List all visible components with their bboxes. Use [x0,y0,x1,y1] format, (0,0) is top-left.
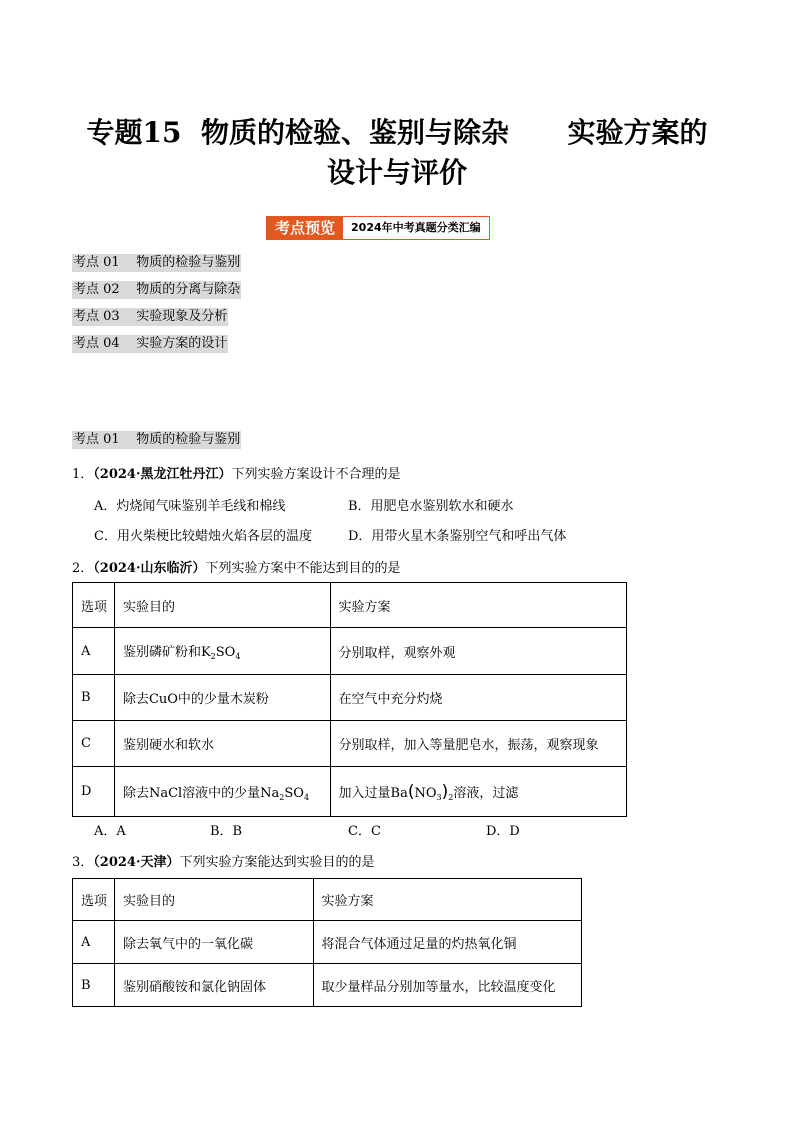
table-header-row [73,583,627,628]
header-option: 选项 [73,879,115,921]
cell-option: A [73,628,115,675]
toc-list [72,254,241,362]
header-goal: 实验目的 [114,583,330,628]
section-heading-01: 考点 01 物质的检验与鉴别 [73,432,241,447]
question-3 [72,854,375,872]
toc-item-03[interactable]: 考点 03 实验现象及分析 [73,309,228,324]
question-1 [72,466,401,484]
table-row [73,767,627,817]
table-row [73,675,627,721]
question-source: （2024·天津） [93,855,180,870]
q2-option-d[interactable]: D．D [486,824,520,839]
question-source: （2024·山东临沂） [93,561,206,576]
question-number: 2． [72,561,94,576]
cell-goal: 鉴别硝酸铵和氯化钠固体 [114,964,313,1007]
question-2 [72,560,401,578]
cell-goal: 鉴别硬水和软水 [114,721,330,767]
cell-option: B [73,675,115,721]
header-option: 选项 [73,583,115,628]
question-text: 下列实验方案中不能达到目的的是 [205,561,401,576]
question-number: 1． [72,467,94,482]
table-row [73,964,582,1007]
cell-goal: 除去NaCl溶液中的少量$Na_2SO_4$ [114,767,330,817]
q3-table [72,878,582,1007]
q2-option-b[interactable]: B．B [210,824,243,839]
header-plan: 实验方案 [313,879,581,921]
page-title [72,113,722,193]
toc-item-01[interactable]: 考点 01 物质的检验与鉴别 [73,255,241,270]
cell-plan: 取少量样品分别加等量水，比较温度变化 [313,964,581,1007]
cell-goal: 鉴别磷矿粉和$K_2SO_4$ [114,628,330,675]
header-goal: 实验目的 [114,879,313,921]
cell-plan: 在空气中充分灼烧 [330,675,626,721]
q1-option-a[interactable]: A．灼烧闻气味鉴别羊毛线和棉线 [94,499,286,514]
q1-option-b[interactable]: B．用肥皂水鉴别软水和硬水 [348,499,514,514]
q1-option-d[interactable]: D．用带火星木条鉴别空气和呼出气体 [348,529,567,544]
cell-option: B [73,964,115,1007]
title-line-2: 设计与评价 [326,156,467,189]
toc-item-04[interactable]: 考点 04 实验方案的设计 [73,336,228,351]
cell-plan: 分别取样，观察外观 [330,628,626,675]
toc-item-02[interactable]: 考点 02 物质的分离与除杂 [73,282,241,297]
table-row [73,721,627,767]
question-number: 3． [72,855,94,870]
q2-table [72,582,627,817]
cell-goal: 除去氧气中的一氧化碳 [114,921,313,964]
preview-badge [266,216,490,240]
title-line-1: 专题15 物质的检验、鉴别与除杂 实验方案的 [86,116,708,149]
header-plan: 实验方案 [330,583,626,628]
table-row [73,921,582,964]
q2-option-c[interactable]: C．C [348,824,381,839]
cell-plan: 将混合气体通过足量的灼热氧化铜 [313,921,581,964]
question-text: 下列实验方案设计不合理的是 [231,467,401,482]
question-source: （2024·黑龙江牡丹江） [93,467,232,482]
badge-subtitle: 2024年中考真题分类汇编 [343,217,489,239]
cell-plan: 分别取样，加入等量肥皂水，振荡，观察现象 [330,721,626,767]
table-row [73,628,627,675]
cell-plan: 加入过量$Ba(NO_3)_2$溶液，过滤 [330,767,626,817]
cell-option: A [73,921,115,964]
question-text: 下列实验方案能达到实验目的的是 [179,855,375,870]
cell-goal: 除去CuO中的少量木炭粉 [114,675,330,721]
q1-option-c[interactable]: C．用火柴梗比较蜡烛火焰各层的温度 [94,529,312,544]
table-header-row [73,879,582,921]
cell-option: D [73,767,115,817]
q2-option-a[interactable]: A．A [94,824,126,839]
cell-option: C [73,721,115,767]
badge-label: 考点预览 [267,217,343,239]
